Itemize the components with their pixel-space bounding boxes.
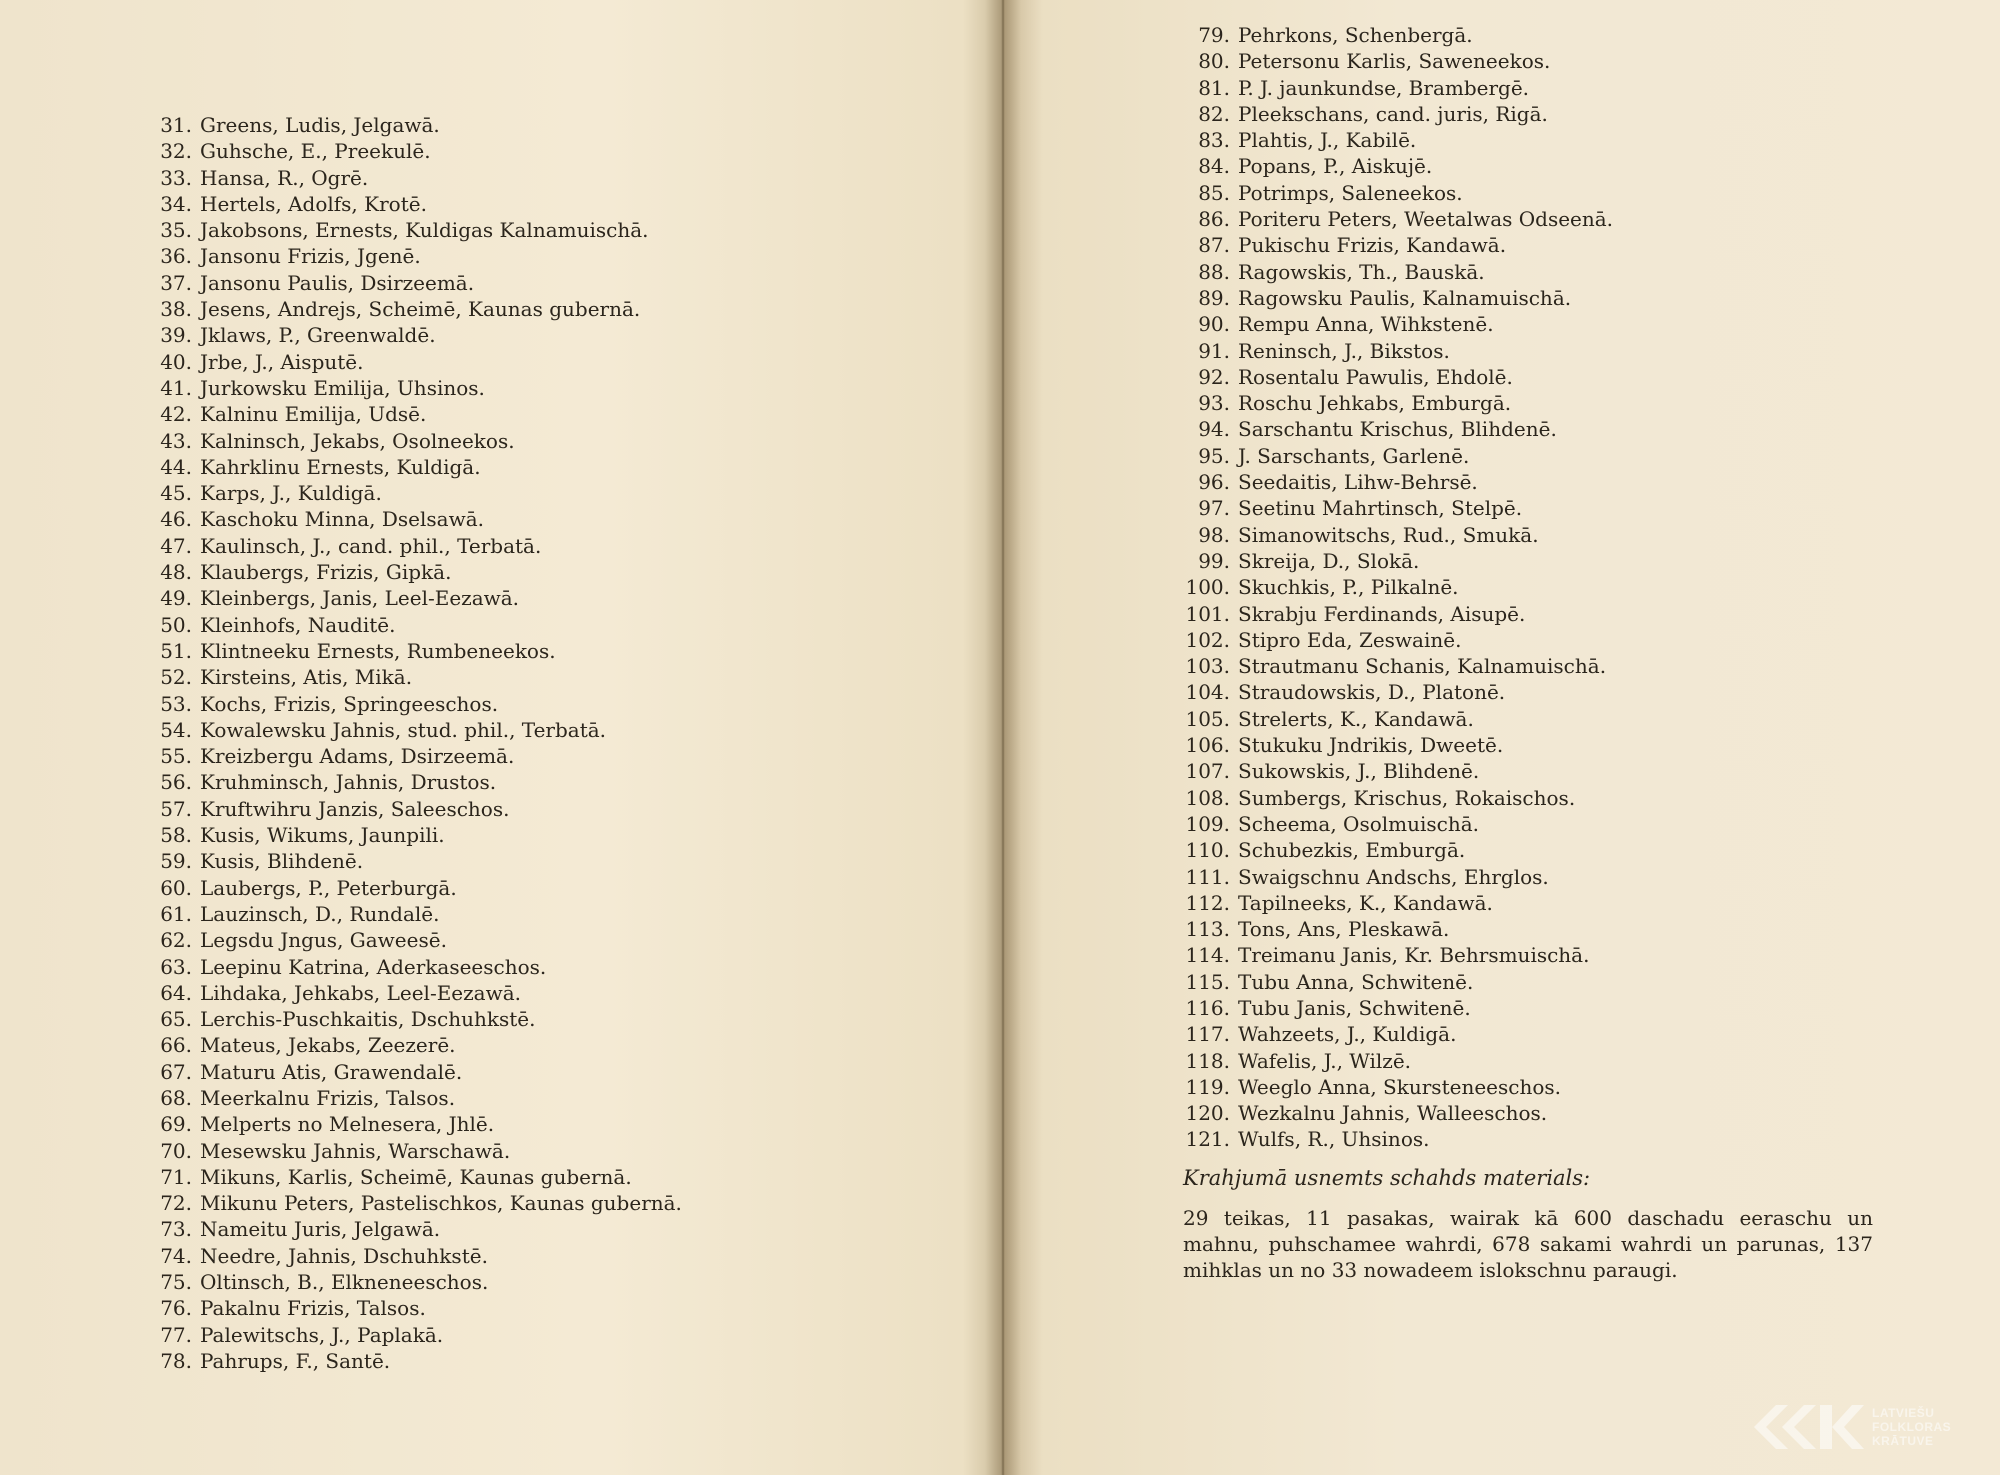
entry-number: 49. bbox=[160, 586, 192, 611]
entry-number: 74. bbox=[160, 1243, 192, 1268]
list-item bbox=[1160, 311, 1980, 337]
entry-number: 100. bbox=[1185, 575, 1230, 600]
list-item bbox=[140, 743, 960, 769]
entry-number: 91. bbox=[1198, 338, 1230, 363]
list-item bbox=[140, 217, 960, 243]
entry-number: 56. bbox=[160, 770, 192, 795]
list-item bbox=[140, 296, 960, 322]
list-item bbox=[140, 375, 960, 401]
entry-number: 66. bbox=[160, 1033, 192, 1058]
entry-text: Sumbergs, Krischus, Rokaischos. bbox=[1238, 785, 1576, 810]
entry-number: 116. bbox=[1185, 995, 1230, 1020]
entry-text: Nameitu Juris, Jelgawā. bbox=[200, 1217, 441, 1242]
entry-text: Kruhminsch, Jahnis, Drustos. bbox=[200, 770, 497, 795]
list-item bbox=[140, 980, 960, 1006]
entry-number: 97. bbox=[1198, 496, 1230, 521]
entry-text: Needre, Jahnis, Dschuhkstē. bbox=[200, 1243, 488, 1268]
entry-text: Jurkowsku Emilija, Uhsinos. bbox=[200, 375, 485, 400]
list-item bbox=[1160, 522, 1980, 548]
entry-text: Poriteru Peters, Weetalwas Odseenā. bbox=[1238, 207, 1614, 232]
entry-number: 42. bbox=[160, 402, 192, 427]
entry-text: Rosentalu Pawulis, Ehdolē. bbox=[1238, 364, 1513, 389]
entry-number: 79. bbox=[1198, 23, 1230, 47]
entry-text: Palewitschs, J., Paplakā. bbox=[200, 1322, 444, 1347]
list-item bbox=[1160, 653, 1980, 679]
list-item bbox=[1160, 180, 1980, 206]
entry-text: Rempu Anna, Wihkstenē. bbox=[1238, 312, 1494, 337]
entry-text: Lauzinsch, D., Rundalē. bbox=[200, 901, 440, 926]
entry-text: Guhsche, E., Preekulē. bbox=[200, 139, 431, 164]
entry-text: Treimanu Janis, Kr. Behrsmuischā. bbox=[1238, 943, 1590, 968]
entry-text: Reninsch, J., Bikstos. bbox=[1238, 338, 1450, 363]
entry-text: Swaigschnu Andschs, Ehrglos. bbox=[1238, 864, 1549, 889]
entry-number: 96. bbox=[1198, 470, 1230, 495]
entry-text: Weeglo Anna, Skursteneeschos. bbox=[1238, 1074, 1561, 1099]
list-item bbox=[140, 1348, 960, 1374]
list-item bbox=[1160, 864, 1980, 890]
entry-text: Petersonu Karlis, Saweneekos. bbox=[1238, 49, 1551, 74]
list-item bbox=[1160, 48, 1980, 74]
entry-number: 81. bbox=[1198, 75, 1230, 100]
entry-number: 57. bbox=[160, 796, 192, 821]
entry-number: 85. bbox=[1198, 180, 1230, 205]
entry-number: 45. bbox=[160, 481, 192, 506]
list-item bbox=[140, 533, 960, 559]
entry-text: Jrbe, J., Aisputē. bbox=[200, 349, 364, 374]
entry-text: Jakobsons, Ernests, Kuldigas Kalnamuischā. bbox=[200, 218, 649, 243]
entry-text: Jklaws, P., Greenwaldē. bbox=[200, 323, 436, 348]
list-item bbox=[1160, 732, 1980, 758]
entry-number: 101. bbox=[1185, 601, 1230, 626]
entry-text: Strelerts, K., Kandawā. bbox=[1238, 706, 1474, 731]
list-item bbox=[140, 612, 960, 638]
entry-number: 103. bbox=[1185, 654, 1230, 679]
entry-number: 88. bbox=[1198, 259, 1230, 284]
list-item bbox=[1160, 232, 1980, 258]
entry-text: Pukischu Frizis, Kandawā. bbox=[1238, 233, 1507, 258]
lfk-logo-icon bbox=[1754, 1396, 1864, 1458]
entry-number: 37. bbox=[160, 270, 192, 295]
list-item bbox=[140, 1006, 960, 1032]
logo-line-2: FOLKLORAS bbox=[1872, 1420, 1952, 1434]
entry-number: 109. bbox=[1185, 811, 1230, 836]
entry-number: 112. bbox=[1185, 890, 1230, 915]
entry-number: 65. bbox=[160, 1007, 192, 1032]
entry-text: Tubu Janis, Schwitenē. bbox=[1238, 995, 1471, 1020]
logo-line-1: LATVIEŠU bbox=[1872, 1406, 1935, 1420]
entry-text: Sarschantu Krischus, Blihdenē. bbox=[1238, 417, 1557, 442]
entry-number: 73. bbox=[160, 1217, 192, 1242]
entry-number: 31. bbox=[160, 113, 192, 137]
entry-number: 61. bbox=[160, 901, 192, 926]
entry-number: 119. bbox=[1185, 1074, 1230, 1099]
entry-text: J. Sarschants, Garlenē. bbox=[1238, 443, 1470, 468]
list-item bbox=[1160, 1048, 1980, 1074]
entry-text: Mateus, Jekabs, Zeezerē. bbox=[200, 1033, 456, 1058]
list-item bbox=[140, 954, 960, 980]
list-item bbox=[1160, 206, 1980, 232]
entry-number: 38. bbox=[160, 297, 192, 322]
entry-text: Legsdu Jngus, Gaweesē. bbox=[200, 928, 447, 953]
entry-text: Wafelis, J., Wilzē. bbox=[1238, 1048, 1412, 1073]
entry-text: Melperts no Melnesera, Jhlē. bbox=[200, 1112, 495, 1137]
list-item bbox=[1160, 758, 1980, 784]
entry-number: 41. bbox=[160, 375, 192, 400]
entry-number: 51. bbox=[160, 638, 192, 663]
entry-number: 89. bbox=[1198, 285, 1230, 310]
book-spine bbox=[985, 0, 1021, 1475]
entry-number: 99. bbox=[1198, 548, 1230, 573]
entry-number: 117. bbox=[1185, 1022, 1230, 1047]
entry-text: Jansonu Paulis, Dsirzeemā. bbox=[200, 270, 475, 295]
list-item bbox=[1160, 390, 1980, 416]
entry-text: Mesewsku Jahnis, Warschawā. bbox=[200, 1138, 511, 1163]
list-item bbox=[1160, 679, 1980, 705]
entry-number: 104. bbox=[1185, 680, 1230, 705]
list-item bbox=[1160, 364, 1980, 390]
entry-text: Jesens, Andrejs, Scheimē, Kaunas gubernā. bbox=[200, 297, 641, 322]
list-item bbox=[140, 428, 960, 454]
list-item bbox=[1160, 574, 1980, 600]
list-item bbox=[140, 1269, 960, 1295]
entry-text: Laubergs, P., Peterburgā. bbox=[200, 875, 457, 900]
entry-number: 114. bbox=[1185, 943, 1230, 968]
entry-number: 71. bbox=[160, 1164, 192, 1189]
list-item bbox=[140, 1032, 960, 1058]
list-item bbox=[1160, 706, 1980, 732]
list-item bbox=[1160, 75, 1980, 101]
entry-text: Skuchkis, P., Pilkalnē. bbox=[1238, 575, 1459, 600]
entry-number: 54. bbox=[160, 717, 192, 742]
entry-text: Tubu Anna, Schwitenē. bbox=[1238, 969, 1474, 994]
list-item bbox=[1160, 916, 1980, 942]
list-item bbox=[140, 638, 960, 664]
list-item bbox=[1160, 548, 1980, 574]
list-item bbox=[1160, 1021, 1980, 1047]
entry-number: 92. bbox=[1198, 364, 1230, 389]
entry-text: Seetinu Mahrtinsch, Stelpē. bbox=[1238, 496, 1523, 521]
entry-number: 110. bbox=[1185, 838, 1230, 863]
entry-number: 62. bbox=[160, 928, 192, 953]
entry-text: Kleinbergs, Janis, Leel-Eezawā. bbox=[200, 586, 520, 611]
list-item bbox=[1160, 338, 1980, 364]
list-item bbox=[140, 349, 960, 375]
entry-text: Kochs, Frizis, Springeeschos. bbox=[200, 691, 499, 716]
entry-number: 82. bbox=[1198, 101, 1230, 126]
entry-number: 60. bbox=[160, 875, 192, 900]
entry-text: Lerchis-Puschkaitis, Dschuhkstē. bbox=[200, 1007, 536, 1032]
entry-text: Maturu Atis, Grawendalē. bbox=[200, 1059, 463, 1084]
entry-number: 107. bbox=[1185, 759, 1230, 784]
list-item bbox=[140, 270, 960, 296]
entry-number: 64. bbox=[160, 980, 192, 1005]
entry-number: 94. bbox=[1198, 417, 1230, 442]
logo-line-3: KRĀTUVE bbox=[1872, 1434, 1934, 1448]
list-item bbox=[1160, 995, 1980, 1021]
entry-number: 95. bbox=[1198, 443, 1230, 468]
entry-number: 53. bbox=[160, 691, 192, 716]
list-item bbox=[1160, 443, 1980, 469]
entry-number: 63. bbox=[160, 954, 192, 979]
entry-number: 59. bbox=[160, 849, 192, 874]
entry-text: Kruftwihru Janzis, Saleeschos. bbox=[200, 796, 510, 821]
entry-text: Hertels, Adolfs, Krotē. bbox=[200, 191, 427, 216]
list-item bbox=[140, 454, 960, 480]
entry-text: Kleinhofs, Nauditē. bbox=[200, 612, 396, 637]
entry-number: 34. bbox=[160, 191, 192, 216]
entry-number: 87. bbox=[1198, 233, 1230, 258]
archive-logo bbox=[1754, 1393, 1986, 1461]
entry-number: 118. bbox=[1185, 1048, 1230, 1073]
entry-text: Kowalewsku Jahnis, stud. phil., Terbatā. bbox=[200, 717, 607, 742]
entry-number: 105. bbox=[1185, 706, 1230, 731]
entry-text: Pleekschans, cand. juris, Rigā. bbox=[1238, 101, 1548, 126]
entry-number: 58. bbox=[160, 823, 192, 848]
list-item bbox=[1160, 259, 1980, 285]
list-item bbox=[140, 1243, 960, 1269]
list-item bbox=[140, 138, 960, 164]
entry-number: 52. bbox=[160, 665, 192, 690]
entry-text: P. J. jaunkundse, Brambergē. bbox=[1238, 75, 1530, 100]
entry-text: Greens, Ludis, Jelgawā. bbox=[200, 113, 440, 137]
entry-text: Kreizbergu Adams, Dsirzeemā. bbox=[200, 744, 515, 769]
entry-text: Skreija, D., Slokā. bbox=[1238, 548, 1420, 573]
entry-text: Popans, P., Aiskujē. bbox=[1238, 154, 1433, 179]
entry-number: 72. bbox=[160, 1191, 192, 1216]
entry-text: Straudowskis, D., Platonē. bbox=[1238, 680, 1506, 705]
list-item bbox=[140, 1190, 960, 1216]
list-item bbox=[140, 796, 960, 822]
entry-number: 48. bbox=[160, 560, 192, 585]
list-item bbox=[140, 1138, 960, 1164]
entry-number: 86. bbox=[1198, 207, 1230, 232]
entry-text: Schubezkis, Emburgā. bbox=[1238, 838, 1466, 863]
entry-text: Kaschoku Minna, Dselsawā. bbox=[200, 507, 485, 532]
list-item bbox=[1160, 495, 1980, 521]
entry-text: Stipro Eda, Zeswainē. bbox=[1238, 627, 1462, 652]
entry-text: Tapilneeks, K., Kandawā. bbox=[1238, 890, 1493, 915]
entry-number: 80. bbox=[1198, 49, 1230, 74]
entry-text: Wulfs, R., Uhsinos. bbox=[1238, 1127, 1430, 1152]
entry-number: 55. bbox=[160, 744, 192, 769]
list-item bbox=[140, 322, 960, 348]
entry-text: Roschu Jehkabs, Emburgā. bbox=[1238, 391, 1512, 416]
entry-number: 76. bbox=[160, 1296, 192, 1321]
list-item bbox=[1160, 785, 1980, 811]
list-item bbox=[140, 1164, 960, 1190]
entry-number: 90. bbox=[1198, 312, 1230, 337]
entry-number: 39. bbox=[160, 323, 192, 348]
list-item bbox=[140, 1322, 960, 1348]
list-item bbox=[140, 927, 960, 953]
entry-number: 83. bbox=[1198, 128, 1230, 153]
list-item bbox=[1160, 1126, 1980, 1152]
list-item bbox=[140, 506, 960, 532]
list-item bbox=[1160, 22, 1980, 48]
entry-text: Kalninu Emilija, Udsē. bbox=[200, 402, 427, 427]
list-item bbox=[1160, 285, 1980, 311]
entry-number: 115. bbox=[1185, 969, 1230, 994]
list-item bbox=[1160, 101, 1980, 127]
entry-text: Scheema, Osolmuischā. bbox=[1238, 811, 1480, 836]
entry-text: Skrabju Ferdinands, Aisupē. bbox=[1238, 601, 1526, 626]
entry-text: Kirsteins, Atis, Mikā. bbox=[200, 665, 413, 690]
entry-text: Hansa, R., Ogrē. bbox=[200, 165, 369, 190]
list-item bbox=[140, 191, 960, 217]
entry-text: Ragowskis, Th., Bauskā. bbox=[1238, 259, 1485, 284]
entry-number: 70. bbox=[160, 1138, 192, 1163]
entry-number: 77. bbox=[160, 1322, 192, 1347]
list-item bbox=[1160, 127, 1980, 153]
entry-text: Pehrkons, Schenbergā. bbox=[1238, 23, 1473, 47]
entry-text: Plahtis, J., Kabilē. bbox=[1238, 128, 1417, 153]
entry-number: 113. bbox=[1185, 917, 1230, 942]
entry-text: Kahrklinu Ernests, Kuldigā. bbox=[200, 454, 481, 479]
entry-text: Kusis, Wikums, Jaunpili. bbox=[200, 823, 445, 848]
entry-number: 43. bbox=[160, 428, 192, 453]
entry-number: 102. bbox=[1185, 627, 1230, 652]
list-item bbox=[1160, 469, 1980, 495]
list-item bbox=[140, 1085, 960, 1111]
entry-number: 46. bbox=[160, 507, 192, 532]
entry-number: 33. bbox=[160, 165, 192, 190]
list-item bbox=[140, 1059, 960, 1085]
entry-number: 32. bbox=[160, 139, 192, 164]
list-item bbox=[1160, 1100, 1980, 1126]
list-item bbox=[140, 1111, 960, 1137]
entry-text: Pakalnu Frizis, Talsos. bbox=[200, 1296, 426, 1321]
entry-number: 120. bbox=[1185, 1101, 1230, 1126]
entry-text: Kalninsch, Jekabs, Osolneekos. bbox=[200, 428, 515, 453]
entry-number: 75. bbox=[160, 1270, 192, 1295]
entry-text: Seedaitis, Lihw-Behrsē. bbox=[1238, 470, 1478, 495]
entry-number: 69. bbox=[160, 1112, 192, 1137]
list-item bbox=[140, 112, 960, 138]
list-item bbox=[140, 875, 960, 901]
entry-text: Wezkalnu Jahnis, Walleeschos. bbox=[1238, 1101, 1548, 1126]
list-item bbox=[1160, 416, 1980, 442]
list-item bbox=[1160, 153, 1980, 179]
entry-number: 121. bbox=[1185, 1127, 1230, 1152]
entry-number: 50. bbox=[160, 612, 192, 637]
entry-text: Karps, J., Kuldigā. bbox=[200, 481, 382, 506]
list-item bbox=[140, 848, 960, 874]
entry-text: Pahrups, F., Santē. bbox=[200, 1348, 391, 1373]
entry-number: 35. bbox=[160, 218, 192, 243]
list-item bbox=[140, 1216, 960, 1242]
entry-text: Wahzeets, J., Kuldigā. bbox=[1238, 1022, 1457, 1047]
list-item bbox=[140, 691, 960, 717]
list-item bbox=[140, 165, 960, 191]
list-item bbox=[140, 243, 960, 269]
summary-heading: Krahjumā usnemts schahds materials: bbox=[1183, 1166, 1591, 1190]
entry-number: 40. bbox=[160, 349, 192, 374]
entry-number: 84. bbox=[1198, 154, 1230, 179]
entry-number: 108. bbox=[1185, 785, 1230, 810]
entry-text: Sukowskis, J., Blihdenē. bbox=[1238, 759, 1480, 784]
entry-text: Strautmanu Schanis, Kalnamuischā. bbox=[1238, 654, 1607, 679]
contributor-list-left bbox=[140, 112, 960, 1374]
list-item bbox=[140, 901, 960, 927]
entry-number: 78. bbox=[160, 1348, 192, 1373]
entry-number: 36. bbox=[160, 244, 192, 269]
list-item bbox=[140, 664, 960, 690]
entry-text: Ragowsku Paulis, Kalnamuischā. bbox=[1238, 285, 1572, 310]
entry-text: Tons, Ans, Pleskawā. bbox=[1238, 917, 1450, 942]
list-item bbox=[1160, 601, 1980, 627]
entry-text: Oltinsch, B., Elkneneeschos. bbox=[200, 1270, 489, 1295]
list-item bbox=[1160, 837, 1980, 863]
entry-number: 106. bbox=[1185, 733, 1230, 758]
list-item bbox=[140, 401, 960, 427]
entry-text: Simanowitschs, Rud., Smukā. bbox=[1238, 522, 1539, 547]
entry-text: Meerkalnu Frizis, Talsos. bbox=[200, 1085, 456, 1110]
entry-text: Mikunu Peters, Pastelischkos, Kaunas gubernā. bbox=[200, 1191, 682, 1216]
entry-text: Kaulinsch, J., cand. phil., Terbatā. bbox=[200, 533, 542, 558]
list-item bbox=[1160, 890, 1980, 916]
list-item bbox=[1160, 627, 1980, 653]
entry-number: 111. bbox=[1185, 864, 1230, 889]
list-item bbox=[1160, 942, 1980, 968]
list-item bbox=[140, 1295, 960, 1321]
entry-text: Potrimps, Saleneekos. bbox=[1238, 180, 1463, 205]
list-item bbox=[140, 717, 960, 743]
entry-number: 67. bbox=[160, 1059, 192, 1084]
entry-number: 93. bbox=[1198, 391, 1230, 416]
entry-text: Jansonu Frizis, Jgenē. bbox=[200, 244, 421, 269]
entry-number: 98. bbox=[1198, 522, 1230, 547]
entry-text: Stukuku Jndrikis, Dweetē. bbox=[1238, 733, 1504, 758]
list-item bbox=[140, 480, 960, 506]
entry-text: Klaubergs, Frizis, Gipkā. bbox=[200, 560, 452, 585]
list-item bbox=[1160, 1074, 1980, 1100]
entry-number: 44. bbox=[160, 454, 192, 479]
entry-number: 47. bbox=[160, 533, 192, 558]
entry-text: Lihdaka, Jehkabs, Leel-Eezawā. bbox=[200, 980, 522, 1005]
contributor-list-right bbox=[1160, 22, 1980, 1153]
list-item bbox=[140, 822, 960, 848]
list-item bbox=[140, 585, 960, 611]
entry-text: Kusis, Blihdenē. bbox=[200, 849, 364, 874]
entry-number: 68. bbox=[160, 1085, 192, 1110]
entry-text: Klintneeku Ernests, Rumbeneekos. bbox=[200, 638, 556, 663]
summary-text: 29 teikas, 11 pasakas, wairak kā 600 daschadu eeraschu un mahnu, puhschamee wahrdi, 678 sakami wahrdi un parunas, 137 mihklas un no 33 nowadeem islokschnu paraugi. bbox=[1183, 1206, 1873, 1282]
list-item bbox=[140, 769, 960, 795]
list-item bbox=[1160, 811, 1980, 837]
list-item bbox=[140, 559, 960, 585]
entry-text: Mikuns, Karlis, Scheimē, Kaunas gubernā. bbox=[200, 1164, 632, 1189]
list-item bbox=[1160, 969, 1980, 995]
entry-text: Leepinu Katrina, Aderkaseeschos. bbox=[200, 954, 547, 979]
